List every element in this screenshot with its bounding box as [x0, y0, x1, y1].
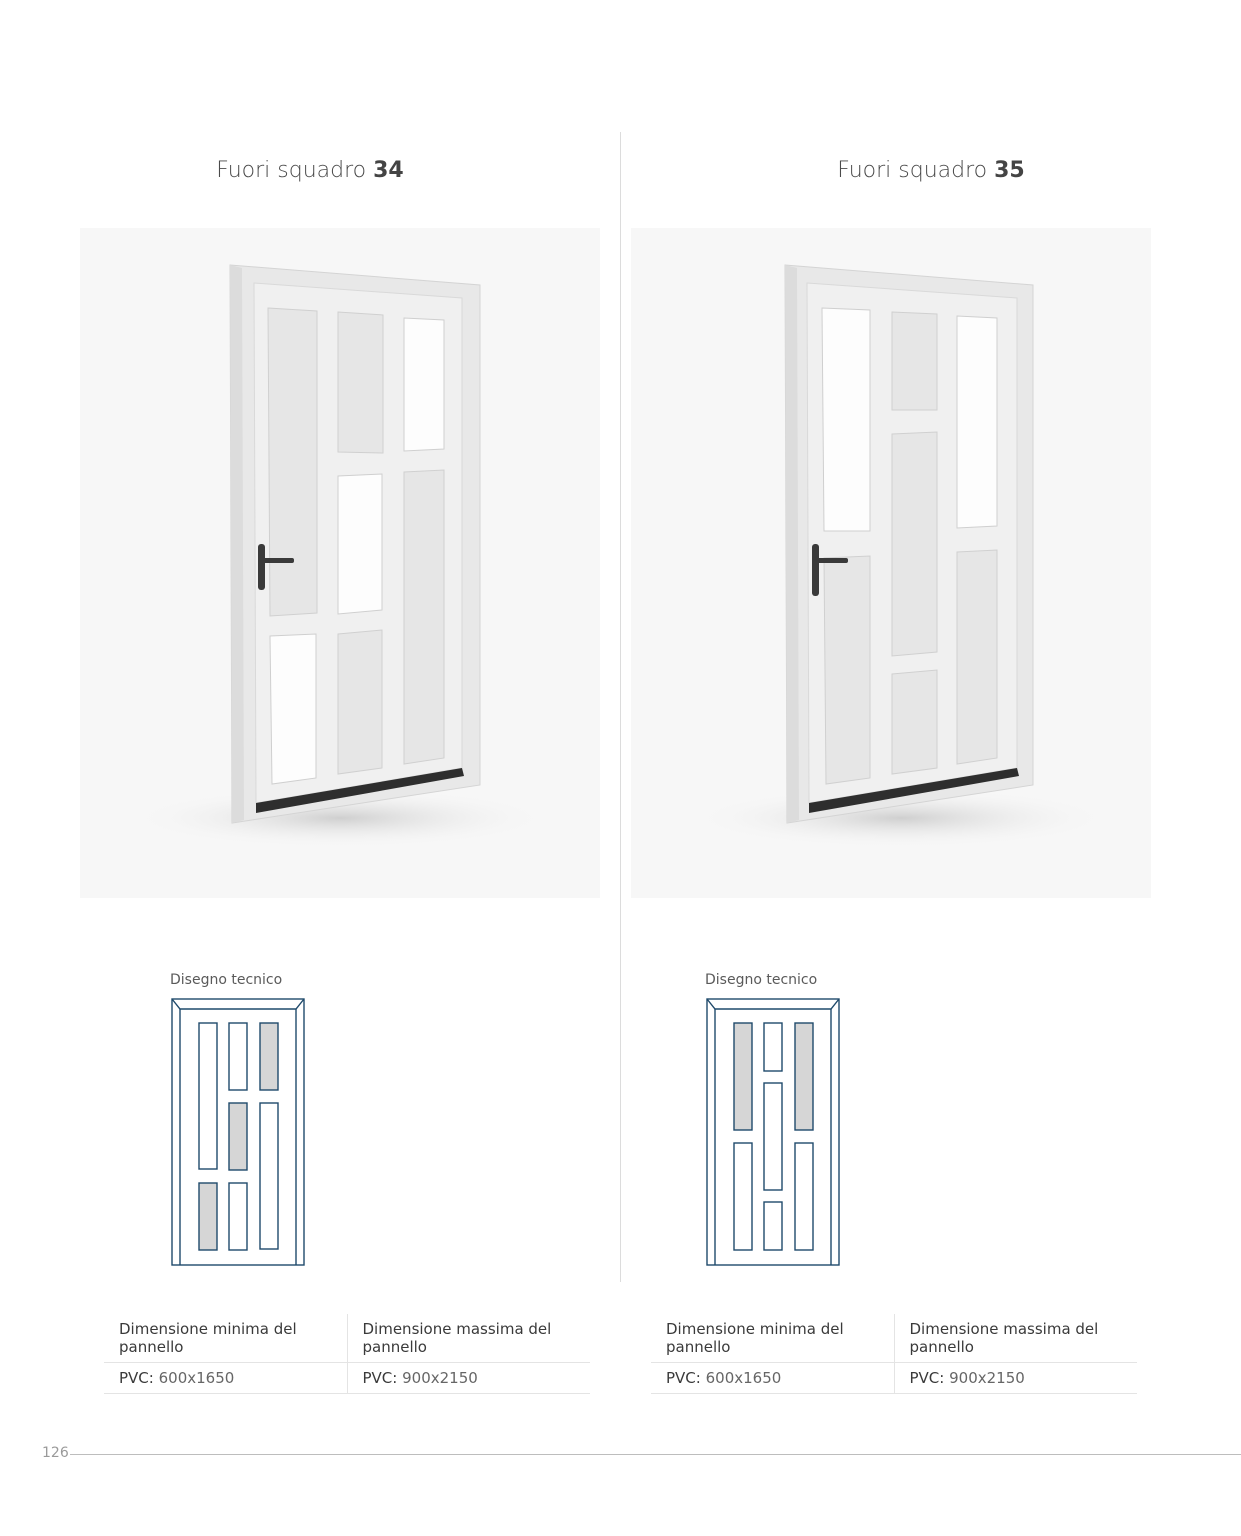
table-row — [651, 1363, 1137, 1394]
material-label: PVC: — [362, 1369, 398, 1387]
technical-drawing-label: Disegno tecnico — [705, 972, 818, 988]
max-size-header: Dimensione massima del pannello — [347, 1314, 590, 1363]
model-34-section — [0, 0, 620, 1400]
model-title-prefix: Fuori squadro — [216, 158, 367, 183]
max-size-value: 900x2150 — [949, 1369, 1025, 1387]
table-header-row — [651, 1314, 1137, 1363]
max-size-cell — [347, 1363, 590, 1394]
model-title-number: 35 — [994, 158, 1025, 183]
panel-dimensions-table — [651, 1314, 1137, 1394]
max-size-value: 900x2150 — [402, 1369, 478, 1387]
technical-drawing — [705, 997, 841, 1267]
page-number: 126 — [42, 1445, 69, 1461]
door-photo — [80, 228, 600, 898]
model-35-section — [621, 0, 1241, 1400]
max-size-cell — [894, 1363, 1137, 1394]
model-title — [621, 158, 1241, 183]
panel-dimensions-table — [104, 1314, 590, 1394]
model-title-number: 34 — [373, 158, 404, 183]
model-title-prefix: Fuori squadro — [837, 158, 988, 183]
min-size-header: Dimensione minima del pannello — [651, 1314, 894, 1363]
footer-rule — [70, 1454, 1241, 1455]
material-label: PVC: — [909, 1369, 945, 1387]
min-size-header: Dimensione minima del pannello — [104, 1314, 347, 1363]
min-size-cell — [651, 1363, 894, 1394]
table-header-row — [104, 1314, 590, 1363]
min-size-cell — [104, 1363, 347, 1394]
table-row — [104, 1363, 590, 1394]
model-title — [0, 158, 620, 183]
min-size-value: 600x1650 — [158, 1369, 235, 1387]
technical-drawing — [170, 997, 306, 1267]
max-size-header: Dimensione massima del pannello — [894, 1314, 1137, 1363]
material-label: PVC: — [666, 1369, 701, 1387]
technical-drawing-label: Disegno tecnico — [170, 972, 283, 988]
door-photo — [631, 228, 1151, 898]
material-label: PVC: — [119, 1369, 154, 1387]
min-size-value: 600x1650 — [705, 1369, 782, 1387]
